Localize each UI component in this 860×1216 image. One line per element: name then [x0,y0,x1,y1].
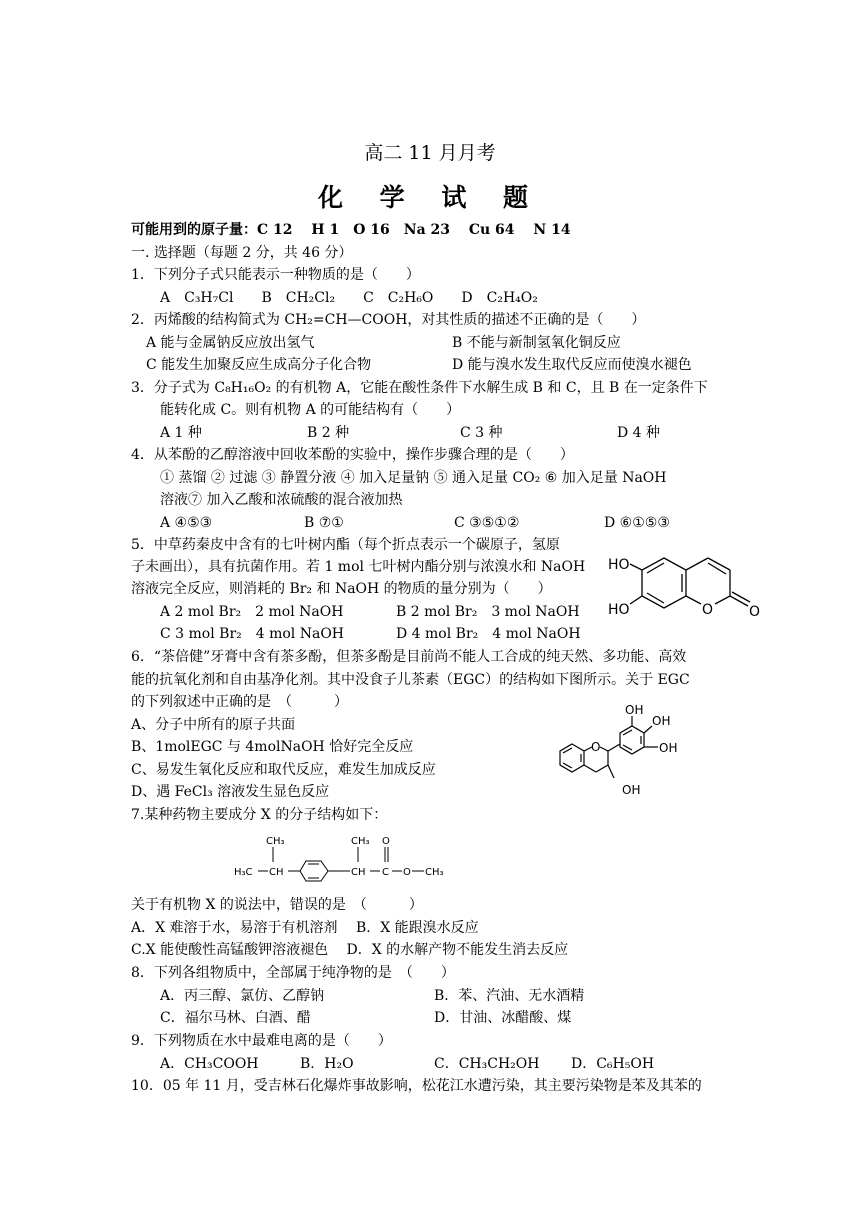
q6-option-a: A、分子中所有的原子共面 [131,717,296,733]
q9-option-d: D．C₆H₅OH [571,1056,655,1072]
esculetin-structure [608,548,768,628]
egc-oh-lower-right: OH [659,741,678,755]
section-heading: 一. 选择题（每题 2 分，共 46 分） [131,245,353,261]
q7-options-cd: C.X 能使酸性高锰酸钾溶液褪色 D．X 的水解产物不能发生消去反应 [131,942,569,958]
q8-option-b: B．苯、汽油、无水酒精 [434,988,585,1004]
q5-option-d: D 4 mol Br₂ 4 mol NaOH [396,626,581,642]
q4-steps-line2: 溶液⑦ 加入乙酸和浓硫酸的混合液加热 [160,492,403,508]
compound-x-structure [232,832,462,888]
q4-option-a: A ④⑤③ [160,515,213,531]
q7-question: 关于有机物 X 的说法中，错误的是 （ ） [131,897,423,913]
q9-option-c: C．CH₃CH₂OH [434,1056,540,1072]
q5-option-b: B 2 mol Br₂ 3 mol NaOH [396,604,580,620]
q9-stem: 9．下列物质在水中最难电离的是（ ） [131,1033,392,1049]
q1-options: A C₃H₇Cl B CH₂Cl₂ C C₂H₆O D C₂H₄O₂ [160,290,538,306]
q9-option-b: B．H₂O [300,1056,354,1072]
q5-option-a: A 2 mol Br₂ 2 mol NaOH [160,604,344,620]
egc-oh-top: OH [625,703,644,717]
esculetin-ho-bottom: HO [608,602,630,618]
q4-stem: 4．从苯酚的乙醇溶液中回收苯酚的实验中，操作步骤合理的是（ ） [131,447,574,463]
q6-option-b: B、1molEGC 与 4molNaOH 恰好完全反应 [131,739,414,755]
q8-option-c: C．福尔马林、白酒、醋 [160,1010,311,1026]
egc-structure [550,700,710,800]
atomic-masses: 可能用到的原子量：C 12 H 1 O 16 Na 23 Cu 64 N 14 [131,222,571,238]
exam-subject-title: 化 学 试 题 [317,183,543,212]
esculetin-ring-oxygen: O [702,602,714,618]
x-ester-oxygen: O [403,867,411,878]
q5-option-c: C 3 mol Br₂ 4 mol NaOH [160,626,345,642]
q5-stem-line1: 5．中草药秦皮中含有的七叶树内酯（每个折点表示一个碳原子，氢原 [131,537,560,553]
x-ch3-left-top: CH₃ [266,836,285,847]
q6-stem-line1: 6．“茶倍健”牙膏中含有茶多酚，但茶多酚是目前尚不能人工合成的纯天然、多功能、高效 [131,649,687,665]
q8-option-a: A．丙三醇、氯仿、乙醇钠 [160,988,325,1004]
q10-stem: 10．05 年 11 月，受吉林石化爆炸事故影响，松花江水遭污染，其主要污染物是苯及其苯的 [131,1078,702,1094]
q3-option-a: A 1 种 [160,425,202,441]
q6-stem-line2: 能的抗氧化剂和自由基净化剂。其中没食子儿茶素（EGC）的结构如下图所示。关于 EGC [131,672,690,688]
q6-option-c: C、易发生氧化反应和取代反应，难发生加成反应 [131,762,436,778]
q6-option-d: D、遇 FeCl₃ 溶液发生显色反应 [131,784,330,800]
x-ch3-methyl: CH₃ [425,867,444,878]
q3-option-d: D 4 种 [617,425,661,441]
x-carbonyl-oxygen: O [382,836,390,847]
egc-ring-oxygen: O [591,740,601,754]
q4-option-d: D ⑥①⑤③ [604,515,670,531]
q2-option-a: A 能与金属钠反应放出氢气 [146,335,315,351]
x-ch-left: CH [269,867,284,878]
q4-option-c: C ③⑤①② [454,515,520,531]
q9-option-a: A．CH₃COOH [160,1056,259,1072]
q4-option-b: B ⑦① [304,515,344,531]
q2-option-b: B 不能与新制氢氧化铜反应 [452,335,621,351]
q3-stem-line2: 能转化成 C。则有机物 A 的可能结构有（ ） [160,402,461,418]
esculetin-ho-top: HO [608,557,630,573]
q8-stem: 8．下列各组物质中，全部属于纯净物的是 （ ） [131,965,455,981]
q2-stem: 2．丙烯酸的结构简式为 CH₂=CH—COOH，对其性质的描述不正确的是（ ） [131,312,646,328]
esculetin-carbonyl-oxygen: O [749,604,761,620]
q5-stem-line3: 溶液完全反应，则消耗的 Br₂ 和 NaOH 的物质的量分别为（ ） [131,581,552,597]
q2-option-d: D 能与溴水发生取代反应而使溴水褪色 [452,357,692,373]
q3-option-c: C 3 种 [460,425,503,441]
q7-options-ab: A．X 难溶于水，易溶于有机溶剂 B．X 能跟溴水反应 [131,920,479,936]
q5-stem-line2: 子未画出），具有抗菌作用。若 1 mol 七叶树内酯分别与浓溴水和 NaOH [131,559,586,575]
q3-option-b: B 2 种 [307,425,350,441]
exam-title: 高二 11 月月考 [364,142,496,164]
q8-option-d: D．甘油、冰醋酸、煤 [434,1010,572,1026]
x-h3c: H₃C [234,867,253,878]
x-carbonyl-carbon: C [382,867,389,878]
q7-stem: 7.某种药物主要成分 X 的分子结构如下： [131,807,388,823]
x-ch3-right-top: CH₃ [351,836,370,847]
q3-stem-line1: 3．分子式为 C₈H₁₆O₂ 的有机物 A，它能在酸性条件下水解生成 B 和 C，且 B 在一定条件下 [131,380,708,396]
q4-steps-line1: ① 蒸馏 ② 过滤 ③ 静置分液 ④ 加入足量钠 ⑤ 通入足量 CO₂ ⑥ 加入足量 NaOH [160,470,667,486]
q2-option-c: C 能发生加聚反应生成高分子化合物 [146,357,372,373]
x-ch-right: CH [351,867,366,878]
q1-stem: 1．下列分子式只能表示一种物质的是（ ） [131,267,420,283]
egc-oh-right: OH [652,714,671,728]
egc-oh-bottom: OH [622,783,641,797]
q6-stem-line3: 的下列叙述中正确的是 （ ） [131,694,348,710]
